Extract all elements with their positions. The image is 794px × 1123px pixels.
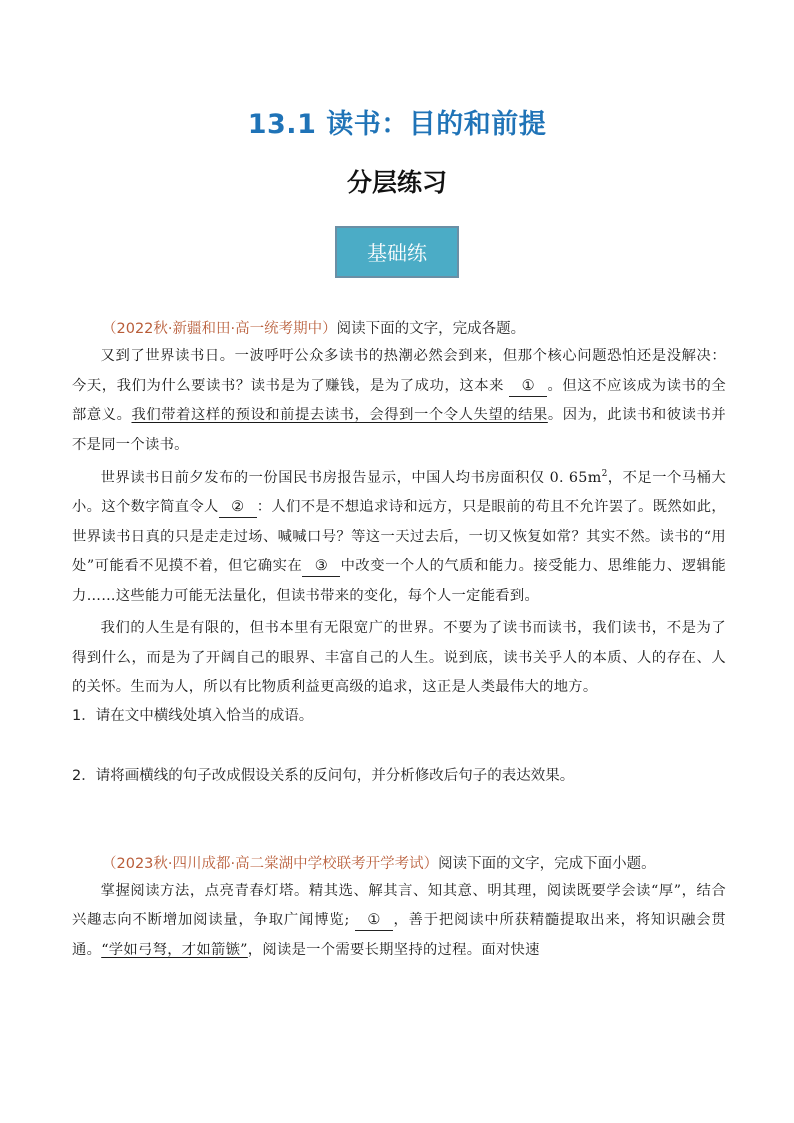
question-2: 2．请将画横线的句子改成假设关系的反问句，并分析修改后句子的表达效果。 (72, 767, 575, 784)
source-line-1 (72, 316, 726, 342)
page-title: 13.1 读书：目的和前提 (247, 109, 547, 140)
passage-paragraph-1: 又到了世界读书日。一波呼吁公众多读书的热潮必然会到来，但那个核心问题恐怕还是没解决：今天，我们为什么要读书？读书是为了赚钱，是为了成功，这本来 ① 。但这不应该成为读书的全部意义。我们带着这样的预设和前提去读书，会得到一个令人失望的结果。因为，此读书和彼读书并不是同一个读书。 (72, 348, 726, 453)
blank-4[interactable]: ① (355, 910, 393, 931)
source-tag: （2022秋·新疆和田·高一统考期中） (102, 321, 337, 337)
blank-3[interactable]: ③ (302, 556, 340, 577)
source-line-2 (72, 851, 726, 877)
blank-1[interactable]: ① (509, 376, 547, 397)
source-instruction: 阅读下面的文字，完成各题。 (336, 321, 526, 337)
exercise-content (72, 316, 726, 965)
underlined-sentence: 我们带着这样的预设和前提去读书，会得到一个令人失望的结果 (131, 407, 548, 423)
level-badge: 基础练 (335, 226, 459, 278)
passage-paragraph-3: 我们的人生是有限的，但书本里有无限宽广的世界。不要为了读书而读书，我们读书，不是为了得到什么，而是为了开阔自己的眼界、丰富自己的人生。说到底，读书关乎人的本质、人的存在、人的关怀。生而为人，所以有比物质利益更高级的追求，这正是人类最伟大的地方。 (72, 620, 726, 696)
question-1: 1．请在文中横线处填入恰当的成语。 (72, 707, 314, 724)
page-subtitle: 分层练习 (346, 168, 447, 197)
blank-2[interactable]: ② (219, 497, 257, 518)
passage-paragraph-2: 世界读书日前夕发布的一份国民书房报告显示，中国人均书房面积仅 0. $65m^2$，不足一个马桶大小。这个数字简直令人 ② ：人们不是不想追求诗和远方，只是眼前的苟且不允许罢了。既然如此，世界读书日真的只是走走过场、喊喊口号？等这一天过去后，一切又恢复如常？其实不然。读书的“用处”可能看不见摸不着，但它确实在 ③ 中改变一个人的气质和能力。接受能力、思维能力、逻辑能力……这些能力可能无法量化，但读书带来的变化，每个人一定能看到。 (72, 469, 727, 604)
source-instruction: 阅读下面的文字，完成下面小题。 (438, 855, 656, 872)
passage-paragraph-4: 掌握阅读方法，点亮青春灯塔。精其选、解其言、知其意、明其理，阅读既要学会读“厚”，结合兴趣志向不断增加阅读量，争取广闻博览; ① ，善于把阅读中所获精髓提取出来，将知识融会贯通。“学如弓弩，才如箭镞”，阅读是一个需要长期坚持的过程。面对快速 (72, 882, 726, 958)
source-tag: （2023秋·四川成都·高二棠湖中学校联考开学考试） (102, 855, 439, 872)
underlined-quote: “学如弓弩，才如箭镞” (101, 941, 248, 958)
